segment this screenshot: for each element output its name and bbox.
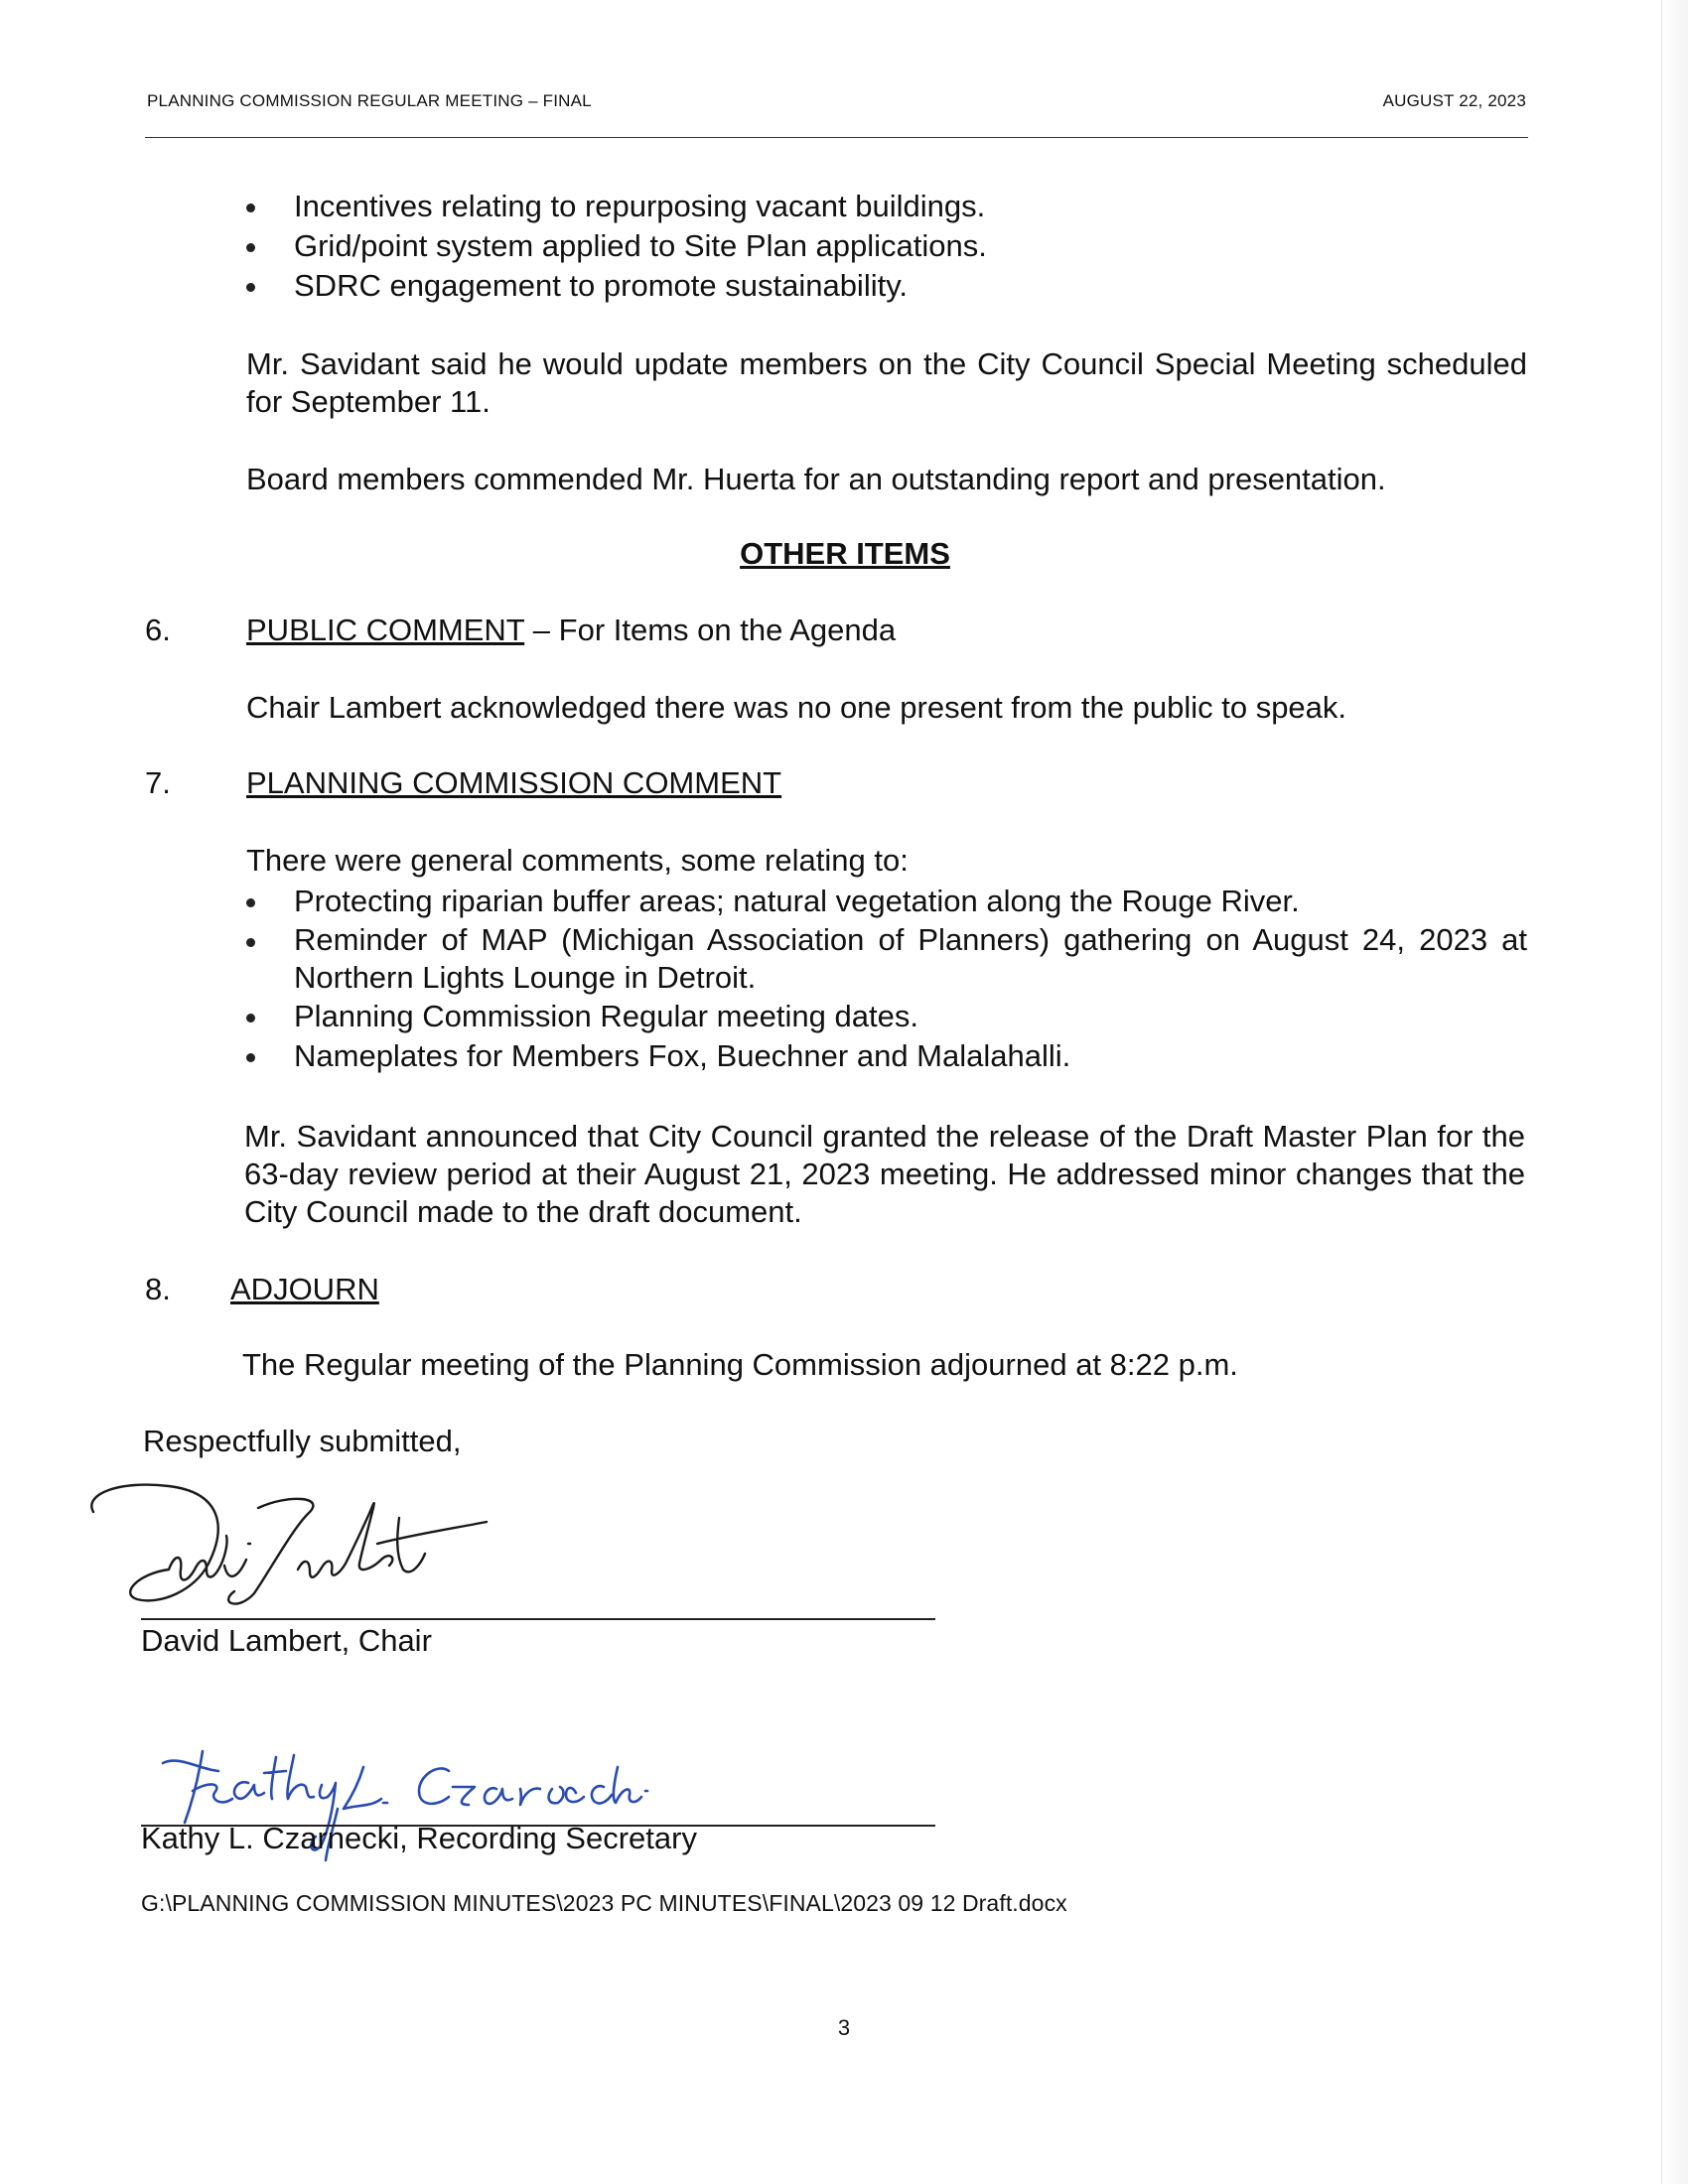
item-title: ADJOURN — [230, 1272, 379, 1306]
paragraph-savidant-update: Mr. Savidant said he would update members on the City Council Special Meeting scheduled for September 11. — [246, 346, 1527, 419]
item-number: 7. — [145, 765, 171, 800]
item-number: 8. — [145, 1272, 171, 1306]
section-heading-other-items: OTHER ITEMS — [740, 536, 950, 571]
signatory-name-chair: David Lambert, Chair — [141, 1623, 432, 1658]
signature-david-lambert — [79, 1474, 556, 1623]
item-subtitle: – For Items on the Agenda — [524, 613, 897, 647]
paragraph-general-comments-intro: There were general comments, some relating to: — [246, 843, 909, 878]
paragraph-savidant-announcement: Mr. Savidant announced that City Council granted the release of the Draft Master Plan for the 63-day review period at their August 21, 2023 meeting. He addressed minor changes that the City Council made to the draft document. — [244, 1119, 1525, 1229]
paragraph-public-comment: Chair Lambert acknowledged there was no one present from the public to speak. — [246, 690, 1347, 725]
list-item: Planning Commission Regular meeting dates. — [246, 997, 1527, 1036]
comment-bullet-list — [246, 882, 1527, 1076]
file-path: G:\PLANNING COMMISSION MINUTES\2023 PC MINUTES\FINAL\2023 09 12 Draft.docx — [141, 1890, 1067, 1916]
list-item: SDRC engagement to promote sustainability. — [246, 266, 1527, 306]
paragraph-adjourn: The Regular meeting of the Planning Commission adjourned at 8:22 p.m. — [242, 1347, 1238, 1382]
page-header — [145, 91, 1528, 138]
item-heading — [246, 612, 896, 649]
paragraph-commended: Board members commended Mr. Huerta for an outstanding report and presentation. — [246, 462, 1386, 496]
item-title: PLANNING COMMISSION COMMENT — [246, 765, 782, 800]
item-title: PUBLIC COMMENT — [246, 613, 525, 647]
header-date: AUGUST 22, 2023 — [1382, 91, 1526, 110]
signatory-name-secretary: Kathy L. Czarnecki, Recording Secretary — [141, 1821, 697, 1855]
item-number: 6. — [145, 613, 171, 647]
list-item: Reminder of MAP (Michigan Association of Planners) gathering on August 24, 2023 at Northern Lights Lounge in Detroit. — [246, 921, 1527, 997]
list-item: Protecting riparian buffer areas; natural vegetation along the Rouge River. — [246, 882, 1527, 921]
top-bullet-list — [246, 187, 1527, 306]
header-title: PLANNING COMMISSION REGULAR MEETING – FINAL — [147, 91, 592, 110]
signature-line — [141, 1618, 935, 1620]
list-item: Incentives relating to repurposing vacant buildings. — [246, 187, 1527, 226]
agenda-item-8 — [0, 1271, 1688, 1310]
agenda-item-7 — [0, 764, 1688, 804]
list-item: Nameplates for Members Fox, Buechner and Malalahalli. — [246, 1036, 1527, 1076]
agenda-item-6 — [0, 612, 1688, 651]
list-item: Grid/point system applied to Site Plan applications. — [246, 226, 1527, 266]
closing-text: Respectfully submitted, — [143, 1424, 462, 1458]
page-number: 3 — [837, 2015, 851, 2040]
scan-edge — [1661, 0, 1688, 2184]
